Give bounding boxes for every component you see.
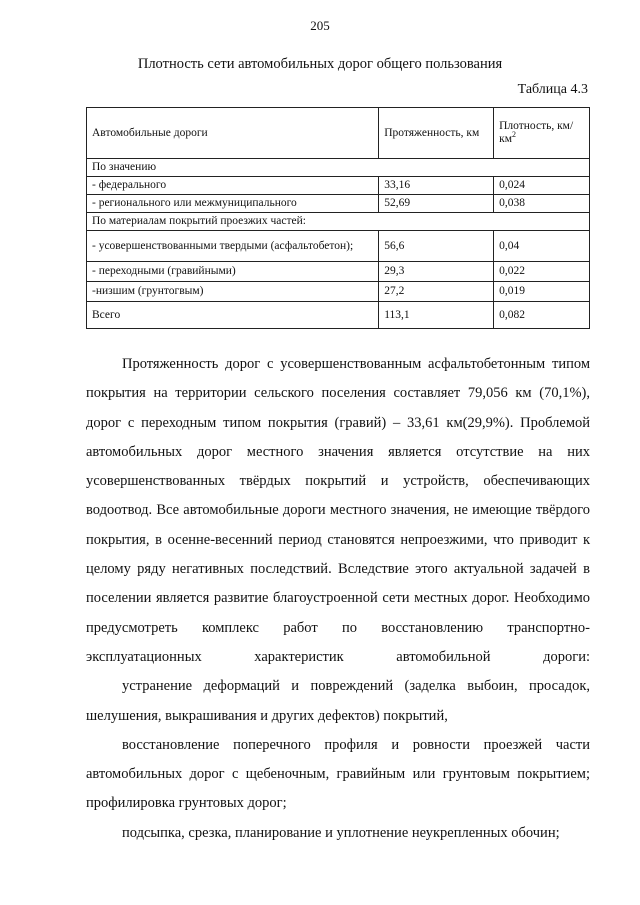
table-row: [87, 262, 590, 282]
header-density-text: Плотность, км/км: [499, 120, 574, 145]
table-title: Плотность сети автомобильных дорог общего пользования: [137, 56, 503, 72]
paragraph-main: Протяженность дорог с усовершенствованным асфальтобетонным типом покрытия на территории сельского поселения составляет 79,056 км (70,1%), дорог с переходным типом покрытия (гравий) – 33,61 км(29,9%). Проблемой автомобильных дорог местного значения является отсутствие на них усовершенствованных твёрдых покрытий и устройств, обеспечивающих водоотвод. Все автомобильные дороги местного значения, не имеющие твёрдого покрытия, в осенне-весенний период становятся непроезжими, что приводит к целому ряду негативных последствий. Вследствие этого актуальной задачей в поселении является развитие благоустроенной сети местных дорог. Необходимо предусмотреть комплекс работ по восстановлению транспортно-эксплуатационных характеристик автомобильной дороги:: [86, 356, 590, 665]
table-label: Таблица 4.3: [517, 82, 588, 97]
page-number: 205: [310, 18, 330, 33]
row-length: 33,16: [379, 177, 494, 195]
total-row: [87, 302, 590, 329]
row-density: 0,04: [494, 231, 590, 262]
row-name: - федерального: [87, 177, 379, 195]
section-row: [87, 159, 590, 177]
section-row: [87, 213, 590, 231]
row-length: 27,2: [379, 282, 494, 302]
row-name: - усовершенствованными твердыми (асфальтобетон);: [87, 231, 379, 262]
road-density-table: [86, 107, 590, 329]
row-density: 0,019: [494, 282, 590, 302]
header-roads: Автомобильные дороги: [87, 108, 379, 159]
row-density: 0,038: [494, 195, 590, 213]
table-row: [87, 231, 590, 262]
row-length: 29,3: [379, 262, 494, 282]
section-title: По материалам покрытий проезжих частей:: [87, 213, 590, 231]
row-length: 56,6: [379, 231, 494, 262]
total-length: 113,1: [379, 302, 494, 329]
header-density-superscript: 2: [511, 130, 516, 140]
paragraph-list-item: устранение деформаций и повреждений (заделка выбоин, просадок, шелушения, выкрашивания и других дефектов) покрытий,: [86, 678, 590, 724]
table-row: [87, 177, 590, 195]
header-density: [494, 108, 590, 159]
total-density: 0,082: [494, 302, 590, 329]
table-row: [87, 195, 590, 213]
table-row: [87, 282, 590, 302]
row-name: - регионального или межмуниципального: [87, 195, 379, 213]
paragraph-list-item: восстановление поперечного профиля и ровности проезжей части автомобильных дорог с щебеночным, гравийным или грунтовым покрытием; профилировка грунтовых дорог;: [86, 736, 590, 812]
section-title: По значению: [87, 159, 590, 177]
row-name: - переходными (гравийными): [87, 262, 379, 282]
paragraph-list-item: подсыпка, срезка, планирование и уплотнение неукрепленных обочин;: [122, 824, 560, 841]
row-density: 0,022: [494, 262, 590, 282]
total-name: Всего: [87, 302, 379, 329]
row-length: 52,69: [379, 195, 494, 213]
table-header-row: [87, 108, 590, 159]
header-length: Протяженность, км: [379, 108, 494, 159]
body-text: [86, 350, 590, 848]
row-density: 0,024: [494, 177, 590, 195]
row-name: -низшим (грунтогвым): [87, 282, 379, 302]
